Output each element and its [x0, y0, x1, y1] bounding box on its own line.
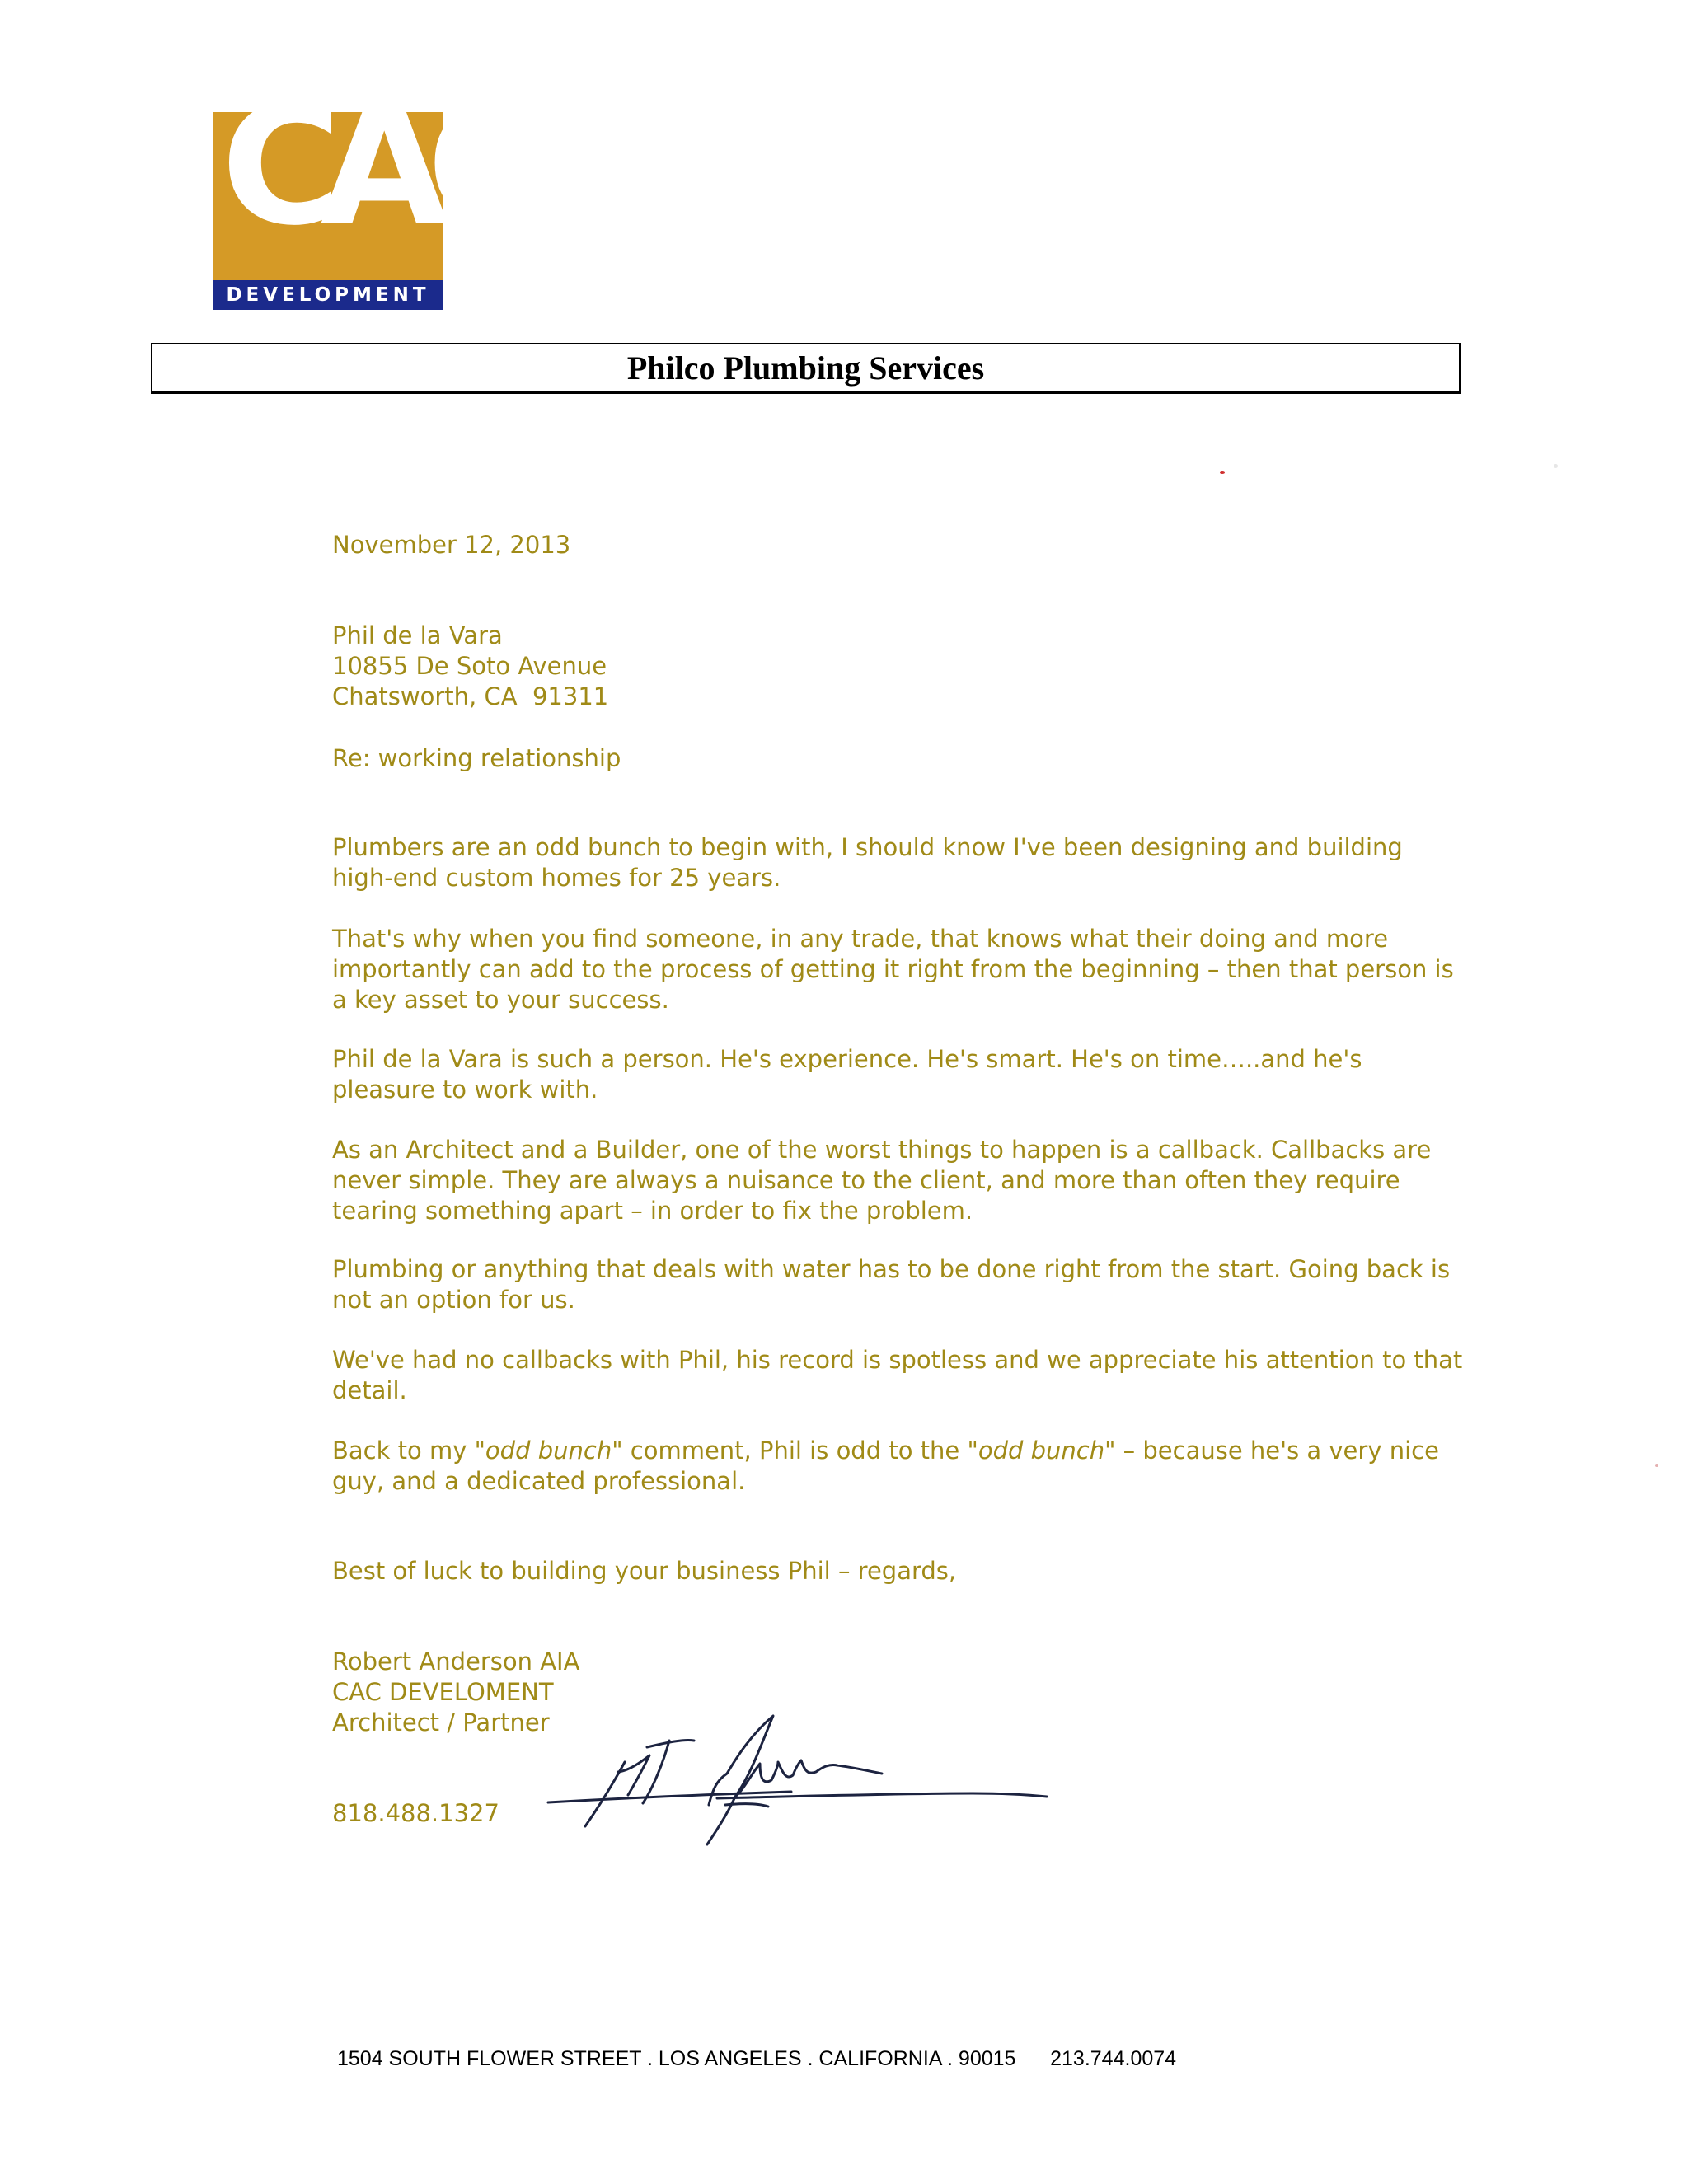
odd-bunch-quote-2: "odd bunch" [967, 1436, 1116, 1465]
recipient-name: Phil de la Vara [332, 621, 503, 649]
handwritten-signature [544, 1681, 1170, 1879]
cac-development-logo [213, 70, 527, 310]
paragraph-1: Plumbers are an odd bunch to begin with, I should know I've been designing and building high-end custom homes for 25 years. [332, 833, 1403, 892]
signature-stroke-4 [643, 1741, 669, 1803]
paragraph-7-part-a: Back to my [332, 1436, 475, 1465]
letter-title-box [151, 343, 1461, 394]
paragraph-7-part-c: – because he's a very nice guy, and a dedicated professional. [332, 1436, 1439, 1495]
footer-phone: 213.744.0074 [1050, 2047, 1177, 2070]
paragraph-2: That's why when you find someone, in any trade, that knows what their doing and more importantly can add to the process of getting it right from the beginning – then that person is a key asset to your success. [332, 925, 1454, 1014]
signature-stroke-2 [618, 1755, 649, 1795]
sender-phone: 818.488.1327 [332, 1799, 499, 1827]
paragraph-5: Plumbing or anything that deals with water has to be done right from the start. Going back is not an option for us. [332, 1255, 1451, 1314]
paragraph-7 [332, 1436, 1470, 1497]
logo-subtitle: DEVELOPMENT [213, 280, 443, 310]
paragraph-7-part-b: comment, Phil is odd to the [622, 1436, 968, 1465]
scan-speck [1554, 464, 1558, 468]
logo-mark [213, 70, 527, 280]
footer-contact [337, 2047, 1176, 2071]
footer-address: 1504 SOUTH FLOWER STREET . LOS ANGELES . CALIFORNIA . 90015 [337, 2047, 1016, 2070]
letter-date: November 12, 2013 [332, 531, 571, 559]
signature-stroke-6 [735, 1760, 882, 1797]
letter-subject: Re: working relationship [332, 744, 621, 772]
letter-title: Philco Plumbing Services [626, 349, 985, 387]
sender-role: Architect / Partner [332, 1708, 550, 1736]
paragraph-3: Phil de la Vara is such a person. He's experience. He's smart. He's on time…..and he's pleasure to work with. [332, 1045, 1362, 1104]
recipient-street: 10855 De Soto Avenue [332, 652, 607, 680]
signature-stroke-3 [647, 1740, 694, 1747]
letter-closing: Best of luck to building your business Phil – regards, [332, 1557, 957, 1585]
paragraph-6: We've had no callbacks with Phil, his record is spotless and we appreciate his attention to that detail. [332, 1346, 1463, 1404]
scan-speck [1220, 471, 1225, 474]
odd-bunch-quote-1: "odd bunch" [474, 1436, 623, 1465]
sender-company: CAC DEVELOMENT [332, 1678, 554, 1706]
paragraph-4: As an Architect and a Builder, one of the worst things to happen is a callback. Callbacks are never simple. They are always a nuisance to the client, and more than often they require tearing something apart – in order to fix the problem. [332, 1136, 1432, 1225]
logo-letters: CAC [221, 70, 527, 262]
signature-underline-right [717, 1793, 1047, 1798]
scan-speck [1655, 1464, 1658, 1467]
recipient-city: Chatsworth, CA 91311 [332, 682, 609, 710]
sender-name: Robert Anderson AIA [332, 1647, 580, 1675]
